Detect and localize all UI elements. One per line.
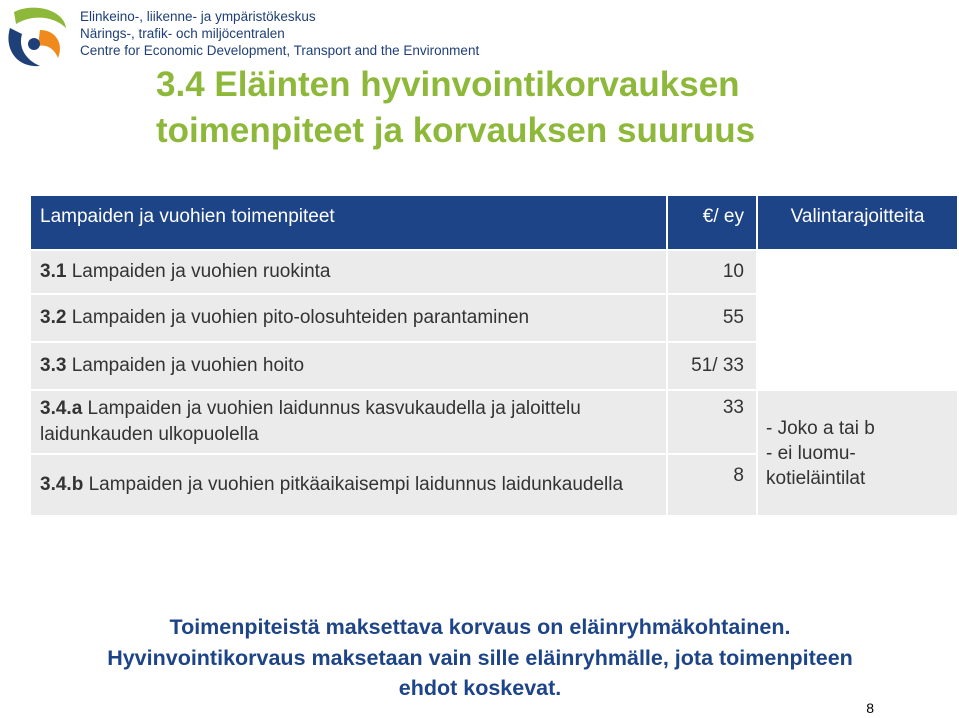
organization-name: [80, 8, 479, 59]
restriction-line-1: - Joko a tai b: [766, 417, 875, 439]
row-text: Lampaiden ja vuohien pitkäaikaisempi laidunnus laidunkaudella: [83, 474, 624, 495]
org-name-en: Centre for Economic Development, Transport and the Environment: [80, 43, 480, 58]
ely-logo-icon: [4, 4, 70, 70]
row-value: 8: [667, 454, 757, 516]
slide-title: [156, 62, 936, 154]
row-code: 3.2: [40, 307, 67, 328]
footnote-line-1: Toimenpiteistä maksettava korvaus on eläinryhmäkohtainen.: [169, 615, 791, 639]
row-text: Lampaiden ja vuohien hoito: [66, 355, 305, 376]
row-value: 51/ 33: [667, 342, 757, 390]
table-row: [30, 294, 958, 342]
table-row: [30, 390, 958, 454]
row-value: 33: [667, 390, 757, 454]
footnote-line-3: ehdot koskevat.: [398, 676, 562, 700]
header-measures: Lampaiden ja vuohien toimenpiteet: [30, 195, 667, 250]
row-code: 3.4.b: [40, 474, 84, 495]
title-line-2: toimenpiteet ja korvauksen suuruus: [156, 111, 756, 150]
row-text: Lampaiden ja vuohien ruokinta: [66, 261, 331, 282]
footnote: [20, 612, 940, 704]
footnote-line-2: Hyvinvointikorvaus maksetaan vain sille eläinryhmälle, jota toimenpiteen: [107, 645, 853, 670]
table-header-row: [30, 195, 958, 250]
header-euro-per-unit: €/ ey: [667, 195, 757, 250]
table-row: [30, 342, 958, 390]
row-value: 55: [667, 294, 757, 342]
measures-table: [29, 194, 959, 517]
table-row: [30, 250, 958, 294]
restriction-line-3: kotieläintilat: [766, 467, 866, 489]
row-text: Lampaiden ja vuohien pito-olosuhteiden parantaminen: [66, 307, 530, 328]
header-restrictions: Valintarajoitteita: [757, 195, 958, 250]
title-line-1: 3.4 Eläinten hyvinvointikorvauksen: [156, 65, 740, 104]
row-code: 3.3: [40, 355, 67, 376]
row-code: 3.1: [40, 261, 67, 282]
org-name-sv: Närings-, trafik- och miljöcentralen: [80, 26, 285, 41]
restriction-line-2: - ei luomu-: [766, 442, 856, 464]
row-code: 3.4.a: [40, 398, 83, 419]
restrictions-cell: [757, 390, 958, 516]
org-name-fi: Elinkeino-, liikenne- ja ympäristökeskus: [80, 9, 316, 24]
page-number: 8: [866, 700, 874, 716]
row-value: 10: [667, 250, 757, 294]
row-text: Lampaiden ja vuohien laidunnus kasvukaudella ja jaloittelu laidunkauden ulkopuolella: [40, 398, 581, 445]
